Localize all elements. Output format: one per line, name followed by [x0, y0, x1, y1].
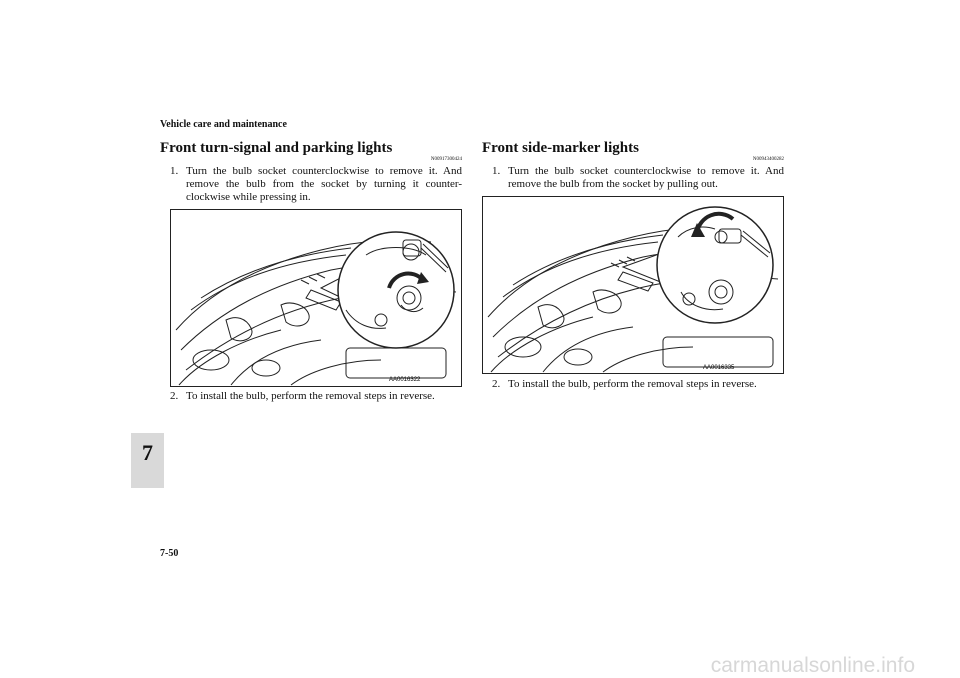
- engine-bay-turn-signal-illustration: [171, 210, 461, 386]
- right-section-code: N00943400282: [752, 157, 784, 162]
- step-text: To install the bulb, perform the removal steps in reverse.: [186, 390, 435, 402]
- left-step-2: [170, 390, 462, 404]
- left-figure: [170, 209, 462, 387]
- step-text: Turn the bulb socket counterclockwise to remove it. And remove the bulb from the socket by pulling out.: [508, 165, 784, 190]
- step-number: 2.: [170, 390, 179, 402]
- right-step-1: [492, 165, 784, 193]
- left-section-code: N00917300424: [430, 157, 462, 162]
- running-header: Vehicle care and maintenance: [160, 119, 287, 130]
- left-step-1: [170, 165, 462, 205]
- step-number: 2.: [492, 378, 501, 390]
- left-section-title: Front turn-signal and parking lights: [160, 140, 393, 156]
- right-step-2: [492, 378, 784, 392]
- chapter-tab-number: 7: [142, 440, 153, 465]
- right-section-title: Front side-marker lights: [482, 140, 639, 156]
- left-figure-id: AA0016322: [389, 377, 421, 383]
- step-text: To install the bulb, perform the removal steps in reverse.: [508, 378, 757, 390]
- step-number: 1.: [170, 165, 179, 177]
- page-number: 7-50: [160, 548, 179, 559]
- engine-bay-side-marker-illustration: [483, 197, 783, 373]
- right-figure: [482, 196, 784, 374]
- step-number: 1.: [492, 165, 501, 177]
- right-figure-id: AA0016335: [703, 365, 735, 371]
- watermark: carmanualsonline.info: [710, 654, 915, 677]
- step-text: Turn the bulb socket counterclockwise to remove it. And remove the bulb from the socket by turning it counter-clockwise while pressing in.: [186, 165, 462, 203]
